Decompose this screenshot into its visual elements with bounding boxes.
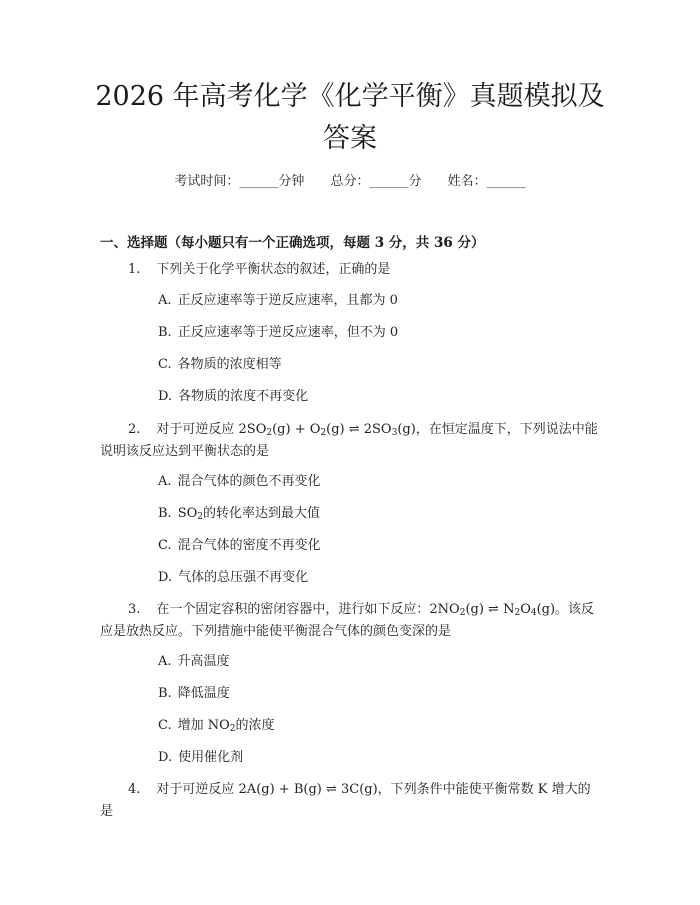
q1-option-a bbox=[158, 292, 398, 310]
subscript: 4 bbox=[530, 608, 537, 618]
option-letter: C. bbox=[158, 718, 172, 733]
question-number: 3. bbox=[128, 602, 141, 617]
option-text: 各物质的浓度相等 bbox=[177, 357, 282, 372]
subscript: 2 bbox=[514, 608, 521, 618]
q2-option-c bbox=[158, 537, 321, 555]
option-letter: D. bbox=[158, 389, 173, 404]
option-text-part: 增加 NO bbox=[177, 718, 230, 733]
question-stem: 下列关于化学平衡状态的叙述，正确的是 bbox=[156, 262, 391, 277]
question-1 bbox=[100, 259, 600, 281]
option-text: 混合气体的密度不再变化 bbox=[177, 538, 321, 553]
question-4 bbox=[100, 779, 600, 823]
option-letter: B. bbox=[158, 686, 172, 701]
option-letter: A. bbox=[158, 293, 172, 308]
question-stem-part: (g)，在恒定温度下，下列说法中能说明该反应达到平衡状态的是 bbox=[100, 422, 598, 459]
option-text: 正反应速率等于逆反应速率，但不为 0 bbox=[177, 325, 399, 340]
question-stem-part: (g)。该反应是放热反应。下列措施中能使平衡混合气体的颜色变深的是 bbox=[100, 602, 595, 639]
question-3 bbox=[100, 599, 600, 643]
q1-option-c bbox=[158, 356, 282, 374]
q1-option-b bbox=[158, 324, 398, 342]
student-name-field: 姓名：______ bbox=[447, 174, 526, 189]
option-text: 气体的总压强不再变化 bbox=[178, 570, 309, 585]
section-heading: 一、选择题（每小题只有一个正确选项，每题 3 分，共 36 分） bbox=[100, 235, 485, 251]
q3-option-c bbox=[158, 717, 275, 735]
option-text: 升高温度 bbox=[177, 654, 230, 669]
option-text: 混合气体的颜色不再变化 bbox=[177, 474, 321, 489]
exam-header-info bbox=[0, 170, 700, 189]
option-letter: C. bbox=[158, 357, 172, 372]
option-text: 降低温度 bbox=[177, 686, 230, 701]
question-stem-part: 对于可逆反应 2SO bbox=[156, 422, 267, 437]
question-number: 1. bbox=[128, 262, 141, 277]
question-stem-part: 在一个固定容积的密闭容器中，进行如下反应：2NO bbox=[156, 602, 460, 617]
exam-time-field: 考试时间：______分钟 bbox=[174, 174, 305, 189]
exam-title: 2026 年高考化学《化学平衡》真题模拟及答案 bbox=[95, 81, 605, 154]
option-letter: A. bbox=[158, 474, 172, 489]
subscript: 2 bbox=[229, 724, 236, 734]
question-stem-part: O bbox=[520, 602, 531, 617]
subscript: 2 bbox=[459, 608, 466, 618]
subscript: 2 bbox=[266, 428, 273, 438]
q2-option-a bbox=[158, 473, 321, 491]
option-letter: B. bbox=[158, 325, 172, 340]
option-text: 各物质的浓度不再变化 bbox=[178, 389, 309, 404]
option-letter: B. bbox=[158, 506, 172, 521]
option-text-part: 的浓度 bbox=[235, 718, 275, 733]
option-letter: D. bbox=[158, 750, 173, 765]
option-text: 使用催化剂 bbox=[178, 750, 244, 765]
subscript: 2 bbox=[197, 512, 203, 522]
option-letter: C. bbox=[158, 538, 172, 553]
option-text-part: 的转化率达到最大值 bbox=[203, 506, 321, 521]
q1-option-d bbox=[158, 388, 308, 406]
q3-option-a bbox=[158, 653, 230, 671]
subscript: 3 bbox=[391, 428, 398, 438]
option-text: 正反应速率等于逆反应速率，且都为 0 bbox=[177, 293, 398, 308]
question-stem-part: (g) ⇌ 2SO bbox=[326, 422, 392, 437]
total-score-field: 总分：______分 bbox=[330, 174, 422, 189]
option-text-part: SO bbox=[177, 506, 198, 521]
question-number: 2. bbox=[128, 422, 141, 437]
q3-option-b bbox=[158, 685, 230, 703]
q2-option-b bbox=[158, 505, 320, 523]
question-stem: 对于可逆反应 2A(g) + B(g) ⇌ 3C(g)，下列条件中能使平衡常数 K 增大的是 bbox=[100, 782, 591, 819]
question-stem-part: (g) + O bbox=[272, 422, 321, 437]
question-number: 4. bbox=[128, 782, 141, 797]
question-2 bbox=[100, 419, 600, 463]
question-stem-part: (g) ⇌ N bbox=[465, 602, 515, 617]
option-letter: D. bbox=[158, 570, 173, 585]
q3-option-d bbox=[158, 749, 243, 767]
option-letter: A. bbox=[158, 654, 172, 669]
q2-option-d bbox=[158, 569, 308, 587]
subscript: 2 bbox=[320, 428, 327, 438]
